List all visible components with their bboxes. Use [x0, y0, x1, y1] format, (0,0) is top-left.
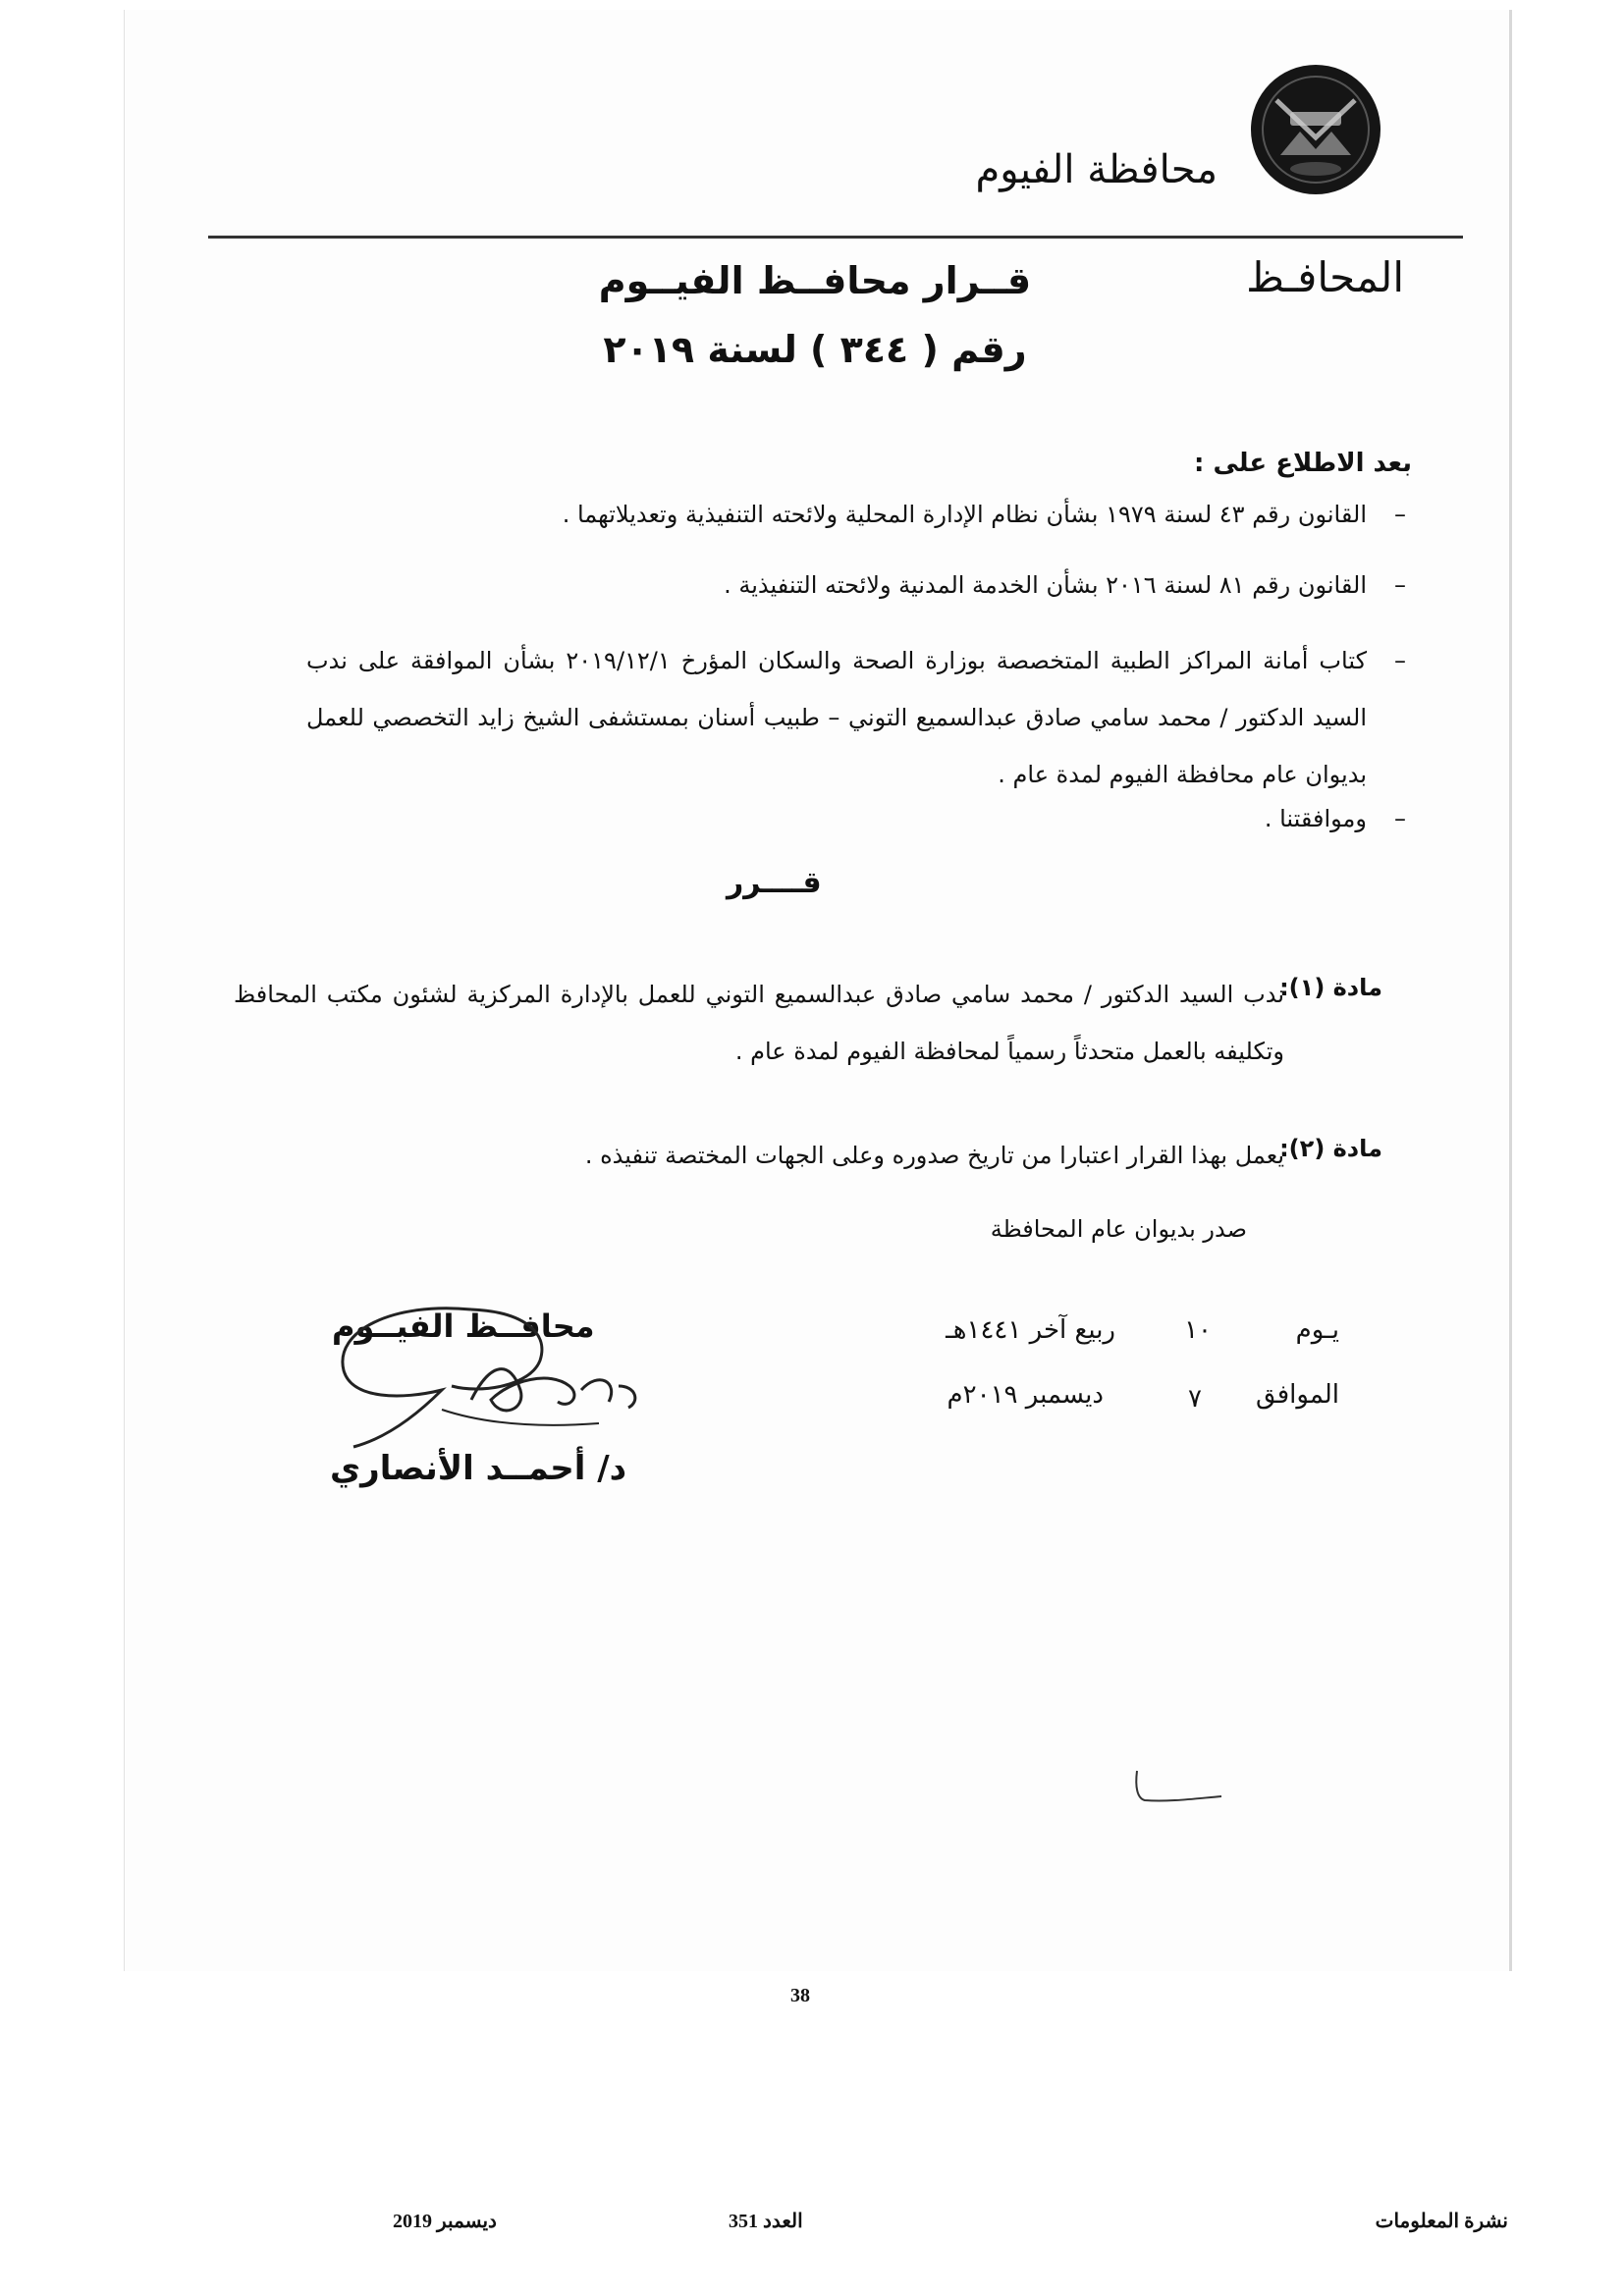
list-dash: –	[1394, 501, 1406, 528]
gregorian-date: ديسمبر ٢٠١٩م	[947, 1380, 1104, 1410]
issued-at: صدر بديوان عام المحافظة	[990, 1215, 1247, 1243]
decision-heading: قــــرر	[727, 866, 822, 900]
corresponding-label: الموافق	[1256, 1380, 1339, 1410]
decision-title: قــرار محافــظ الفيــوم	[598, 259, 1032, 302]
article-label: مادة (١):	[1279, 974, 1382, 1001]
article-2	[234, 1127, 1382, 1184]
governorate-seal-icon	[1247, 61, 1384, 198]
governorate-name: محافظة الفيوم	[975, 147, 1218, 192]
hijri-day: ١٠	[1184, 1315, 1212, 1345]
article-label: مادة (٢):	[1279, 1135, 1382, 1162]
footer-date: ديسمبر 2019	[393, 2211, 497, 2232]
article-text: ندب السيد الدكتور / محمد سامي صادق عبدالسميع التوني للعمل بالإدارة المركزية لشئون مكتب المحافظ وتكليفه بالعمل متحدثاً رسمياً لمحافظة الفيوم لمدة عام .	[234, 981, 1284, 1065]
preamble-item: – كتاب أمانة المراكز الطبية المتخصصة بوزارة الصحة والسكان المؤرخ ٢٠١٩/١٢/١ بشأن الموافقة على ندب السيد الدكتور / محمد سامي صادق عبدالسميع التوني – طبيب أسنان بمستشفى الشيخ زايد التخصصي للعمل بديوان عام محافظة الفيوم لمدة عام .	[306, 632, 1406, 803]
pen-mark	[1129, 1767, 1227, 1806]
day-label: يـوم	[1295, 1315, 1339, 1345]
preamble-list	[306, 497, 1406, 850]
preamble-item: – القانون رقم ٨١ لسنة ٢٠١٦ بشأن الخدمة المدنية ولائحته التنفيذية .	[306, 567, 1406, 603]
header-divider	[208, 236, 1463, 239]
hijri-date: ربيع آخر ١٤٤١هـ	[946, 1315, 1115, 1345]
article-text: يعمل بهذا القرار اعتبارا من تاريخ صدوره وعلى الجهات المختصة تنفيذه .	[584, 1142, 1284, 1169]
page-number: 38	[790, 1985, 810, 2006]
greg-day: ٧	[1188, 1384, 1202, 1414]
governor-label: المحافـظ	[1246, 253, 1404, 301]
signatory-title: محافــظ الفيــوم	[332, 1308, 595, 1345]
decision-number: رقم ( ٣٤٤ ) لسنة ٢٠١٩	[603, 328, 1027, 371]
preamble-item: – وموافقتنا .	[306, 801, 1406, 836]
footer-publication: نشرة المعلومات	[1375, 2211, 1508, 2232]
footer-issue: العدد 351	[729, 2211, 803, 2232]
list-dash: –	[1394, 805, 1406, 832]
preamble-item: – القانون رقم ٤٣ لسنة ١٩٧٩ بشأن نظام الإدارة المحلية ولائحته التنفيذية وتعديلاتهما .	[306, 497, 1406, 532]
preamble-heading: بعد الاطلاع على :	[1194, 449, 1412, 478]
article-1	[234, 966, 1382, 1080]
list-dash: –	[1394, 647, 1406, 674]
signatory-name: د/ أحمــد الأنصاري	[330, 1449, 627, 1488]
list-dash: –	[1394, 571, 1406, 599]
handwritten-signature	[324, 1292, 677, 1468]
